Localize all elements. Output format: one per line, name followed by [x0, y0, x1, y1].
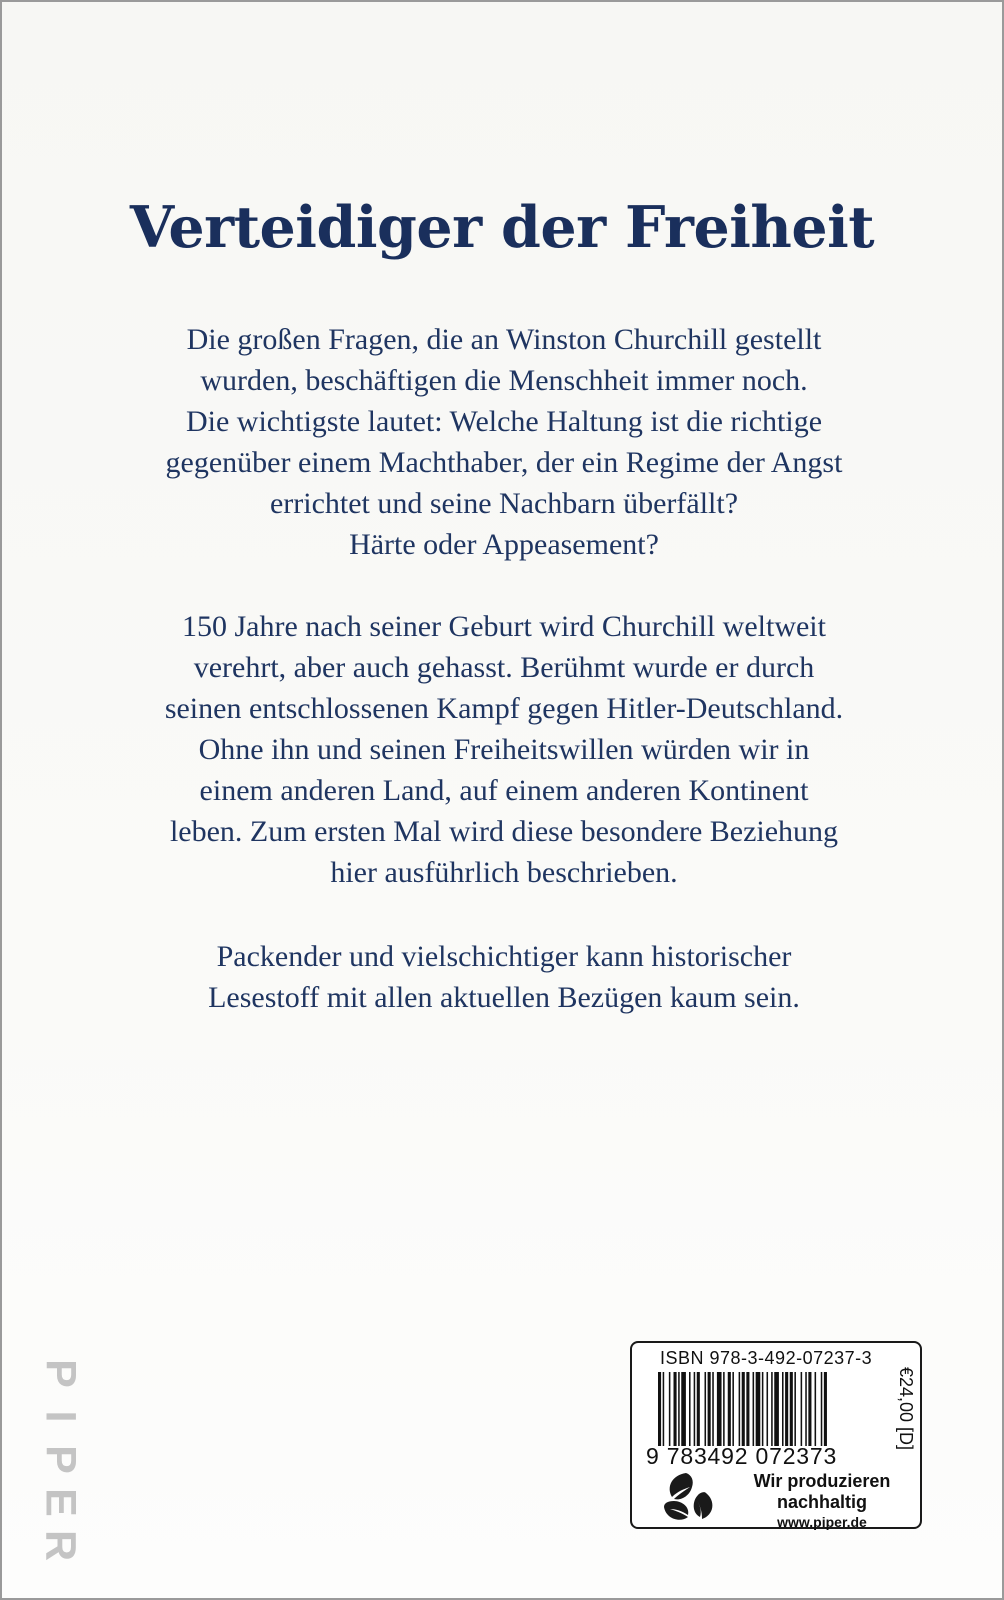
barcode-bar — [782, 1372, 784, 1446]
barcode-bar — [674, 1372, 677, 1446]
barcode — [658, 1372, 882, 1446]
blurb-line: Lesestoff mit allen aktuellen Bezügen kaum sein. — [208, 981, 800, 1014]
blurb-line: verehrt, aber auch gehasst. Berühmt wurde er durch — [193, 651, 815, 684]
barcode-bar — [767, 1372, 769, 1446]
publisher-letter: I — [36, 1410, 85, 1423]
barcode-bar — [753, 1372, 755, 1446]
barcode-bar — [774, 1372, 779, 1446]
blurb-line: Die wichtigste lautet: Welche Haltung ist die richtige — [185, 405, 823, 438]
barcode-bar — [723, 1372, 725, 1446]
blurb-line: 150 Jahre nach seiner Geburt wird Churchill weltweit — [182, 610, 826, 643]
blurb-line: Härte oder Appeasement? — [349, 528, 659, 561]
barcode-bar — [801, 1372, 803, 1446]
book-title: Verteidiger der Freiheit — [129, 194, 875, 261]
barcode-bar — [742, 1372, 745, 1446]
barcode-bar — [728, 1372, 731, 1446]
barcode-bar — [805, 1372, 807, 1446]
isbn-label: ISBN 978-3-492-07237-3 — [660, 1348, 873, 1368]
barcode-bar — [717, 1372, 722, 1446]
barcode-bar — [689, 1372, 691, 1446]
publisher-website: www.piper.de — [777, 1514, 867, 1530]
barcode-bar — [658, 1372, 661, 1446]
barcode-bar — [821, 1372, 823, 1446]
barcode-digits: 9 783492 072373 — [646, 1443, 838, 1469]
barcode-bar — [790, 1372, 793, 1446]
barcode-bar — [756, 1372, 761, 1446]
publisher-letter: P — [36, 1445, 85, 1474]
blurb-paragraph-3 — [102, 936, 906, 1018]
barcode-bar — [681, 1372, 686, 1446]
barcode-bar — [808, 1372, 811, 1446]
sustain-line: nachhaltig — [776, 1492, 867, 1512]
barcode-bar — [739, 1372, 741, 1446]
barcode-bar — [815, 1372, 817, 1446]
barcode-bar — [785, 1372, 788, 1446]
blurb-paragraph-2 — [102, 606, 906, 893]
blurb-line: einem anderen Land, auf einem anderen Kontinent — [199, 774, 809, 807]
publisher-logo — [36, 1352, 85, 1567]
blurb-line: seinen entschlossenen Kampf gegen Hitler-Deutschland. — [164, 692, 844, 725]
barcode-bar — [794, 1372, 796, 1446]
barcode-bar — [697, 1372, 700, 1446]
barcode-bar — [712, 1372, 714, 1446]
blurb-line: Die großen Fragen, die an Winston Churchill gestellt — [186, 323, 822, 356]
publisher-letter: R — [36, 1529, 85, 1562]
barcode-bar — [663, 1372, 665, 1446]
barcode-bar — [732, 1372, 734, 1446]
barcode-bar — [705, 1372, 707, 1446]
barcode-bar — [708, 1372, 711, 1446]
blurb-line: Packender und vielschichtiger kann historischer — [216, 940, 792, 973]
price-label: €24,00 [D] — [896, 1367, 916, 1451]
blurb-line: errichtet und seine Nachbarn überfällt? — [269, 487, 739, 520]
sustainability-note — [732, 1471, 912, 1531]
blurb-line: wurden, beschäftigen die Menschheit immer noch. — [200, 364, 808, 397]
blurb-line: Ohne ihn und seinen Freiheitswillen würden wir in — [198, 733, 810, 766]
publisher-letter: P — [36, 1359, 85, 1388]
sustain-line: Wir produzieren — [753, 1471, 891, 1491]
barcode-bar — [678, 1372, 680, 1446]
barcode-bar — [746, 1372, 749, 1446]
barcode-bar — [771, 1372, 773, 1446]
barcode-bar — [824, 1372, 827, 1446]
publisher-letter: E — [36, 1488, 85, 1517]
barcode-bar — [669, 1372, 671, 1446]
isbn-barcode-box — [630, 1341, 922, 1529]
blurb-line: gegenüber einem Machthaber, der ein Regime der Angst — [165, 446, 843, 479]
blurb-line: leben. Zum ersten Mal wird diese besondere Beziehung — [169, 815, 839, 848]
barcode-bar — [762, 1372, 764, 1446]
blurb-paragraph-1 — [102, 319, 906, 565]
blurb-line: hier ausführlich beschrieben. — [330, 856, 678, 889]
barcode-bar — [694, 1372, 696, 1446]
leaf-cycle-icon — [656, 1469, 720, 1525]
